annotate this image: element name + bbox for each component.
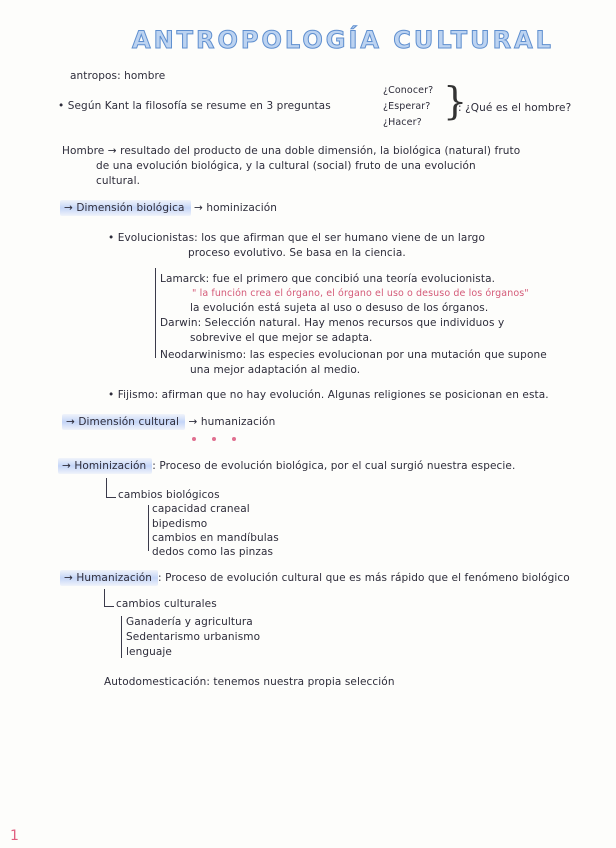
darwin-line2: sobrevive el que mejor se adapta. (190, 332, 373, 344)
dimension-biologica-row (60, 202, 277, 214)
hominizacion-item: capacidad craneal (152, 503, 250, 515)
question-hacer: ¿Hacer? (383, 117, 422, 128)
neodarwinismo-line2: una mejor adaptación al medio. (190, 364, 361, 376)
hominizacion-row (58, 460, 515, 472)
dimension-biologica-heading: → Dimensión biológica (60, 200, 191, 216)
hominizacion-item: dedos como las pinzas (152, 546, 274, 558)
hominizacion-branch-line (106, 478, 107, 498)
neodarwinismo-line1: Neodarwinismo: las especies evolucionan por una mutación que supone (160, 349, 547, 361)
decorative-dot (212, 437, 216, 441)
humanizacion-item: Ganadería y agricultura (126, 616, 253, 628)
hombre-definition-line1: Hombre → resultado del producto de una doble dimensión, la biológica (natural) fruto (62, 145, 521, 157)
evolucionistas-line2: proceso evolutivo. Se basa en la ciencia. (188, 247, 406, 259)
decorative-dot (232, 437, 236, 441)
lamarck-line1: Lamarck: fue el primero que concibió una teoría evolucionista. (160, 273, 496, 285)
dimension-cultural-row (62, 416, 275, 428)
hominizacion-list-line (148, 505, 149, 551)
hominizacion-branch-tick (106, 497, 116, 498)
question-result: : ¿Qué es el hombre? (458, 102, 572, 114)
antropos-definition: antropos: hombre (70, 70, 166, 82)
question-esperar: ¿Esperar? (383, 101, 431, 112)
humanizacion-heading: → Humanización (60, 570, 158, 586)
autodomesticacion-text: Autodomesticación: tenemos nuestra propia selección (104, 676, 395, 688)
page-number: 1 (10, 828, 19, 844)
evolucionistas-line1: • Evolucionistas: los que afirman que el ser humano viene de un largo (108, 232, 485, 244)
humanizacion-item: lenguaje (126, 646, 172, 658)
page-title: ANTROPOLOGÍA CULTURAL (132, 26, 554, 54)
right-brace-icon: } (443, 79, 468, 123)
humanizacion-text: : Proceso de evolución cultural que es más rápido que el fenómeno biológico (158, 572, 570, 584)
hombre-definition-line3: cultural. (96, 175, 141, 187)
kant-statement: • Según Kant la filosofía se resume en 3 preguntas (58, 100, 331, 112)
hominizacion-text: : Proceso de evolución biológica, por el cual surgió nuestra especie. (152, 460, 516, 472)
hombre-definition-line2: de una evolución biológica, y la cultural (social) fruto de una evolución (96, 160, 476, 172)
decorative-dot (192, 437, 196, 441)
lamarck-quote: " la función crea el órgano, el órgano el uso o desuso de los órganos" (192, 288, 529, 299)
humanizacion-branch-line (104, 589, 105, 607)
hominizacion-subheading: cambios biológicos (118, 489, 220, 501)
evolucionistas-bracket-line (155, 268, 156, 358)
humanizacion-list-line (121, 616, 122, 658)
humanizacion-item: Sedentarismo urbanismo (126, 631, 261, 643)
dimension-cultural-heading: → Dimensión cultural (62, 414, 185, 430)
hominizacion-item: cambios en mandíbulas (152, 532, 279, 544)
dimension-cultural-result: → humanización (188, 416, 276, 428)
lamarck-line3: la evolución está sujeta al uso o desuso de los órganos. (190, 302, 489, 314)
darwin-line1: Darwin: Selección natural. Hay menos recursos que individuos y (160, 317, 505, 329)
humanizacion-row (60, 572, 570, 584)
hominizacion-item: bipedismo (152, 518, 208, 530)
humanizacion-subheading: cambios culturales (116, 598, 217, 610)
humanizacion-branch-tick (104, 606, 114, 607)
question-conocer: ¿Conocer? (383, 85, 434, 96)
dimension-biologica-result: → hominización (193, 202, 278, 214)
fijismo-text: • Fijismo: afirman que no hay evolución. Algunas religiones se posicionan en esta. (108, 389, 549, 401)
hominizacion-heading: → Hominización (58, 458, 152, 474)
